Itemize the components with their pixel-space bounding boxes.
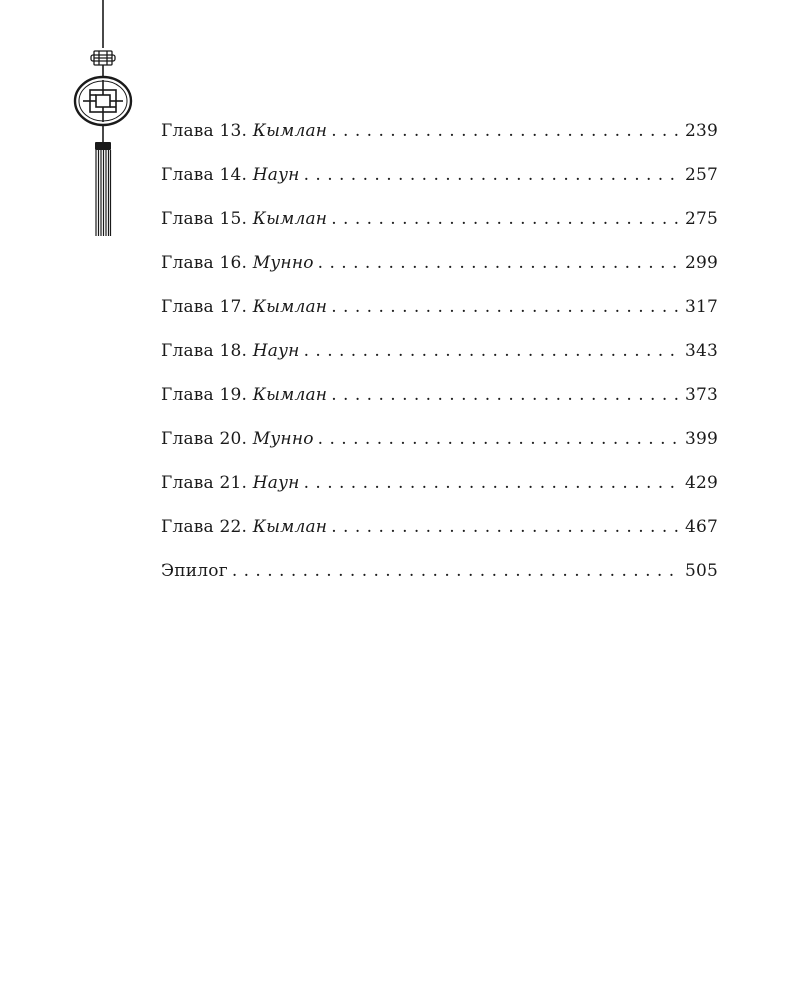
entry-title xyxy=(161,248,314,278)
dot-leader xyxy=(304,160,681,190)
entry-title xyxy=(161,160,300,190)
entry-title xyxy=(161,380,327,410)
dot-leader xyxy=(331,292,681,322)
chapter-label: Глава 16. xyxy=(161,253,248,273)
dot-leader xyxy=(304,336,681,366)
chapter-name: Наун xyxy=(252,165,300,185)
toc-entry[interactable] xyxy=(161,248,718,292)
entry-title xyxy=(161,292,327,322)
page-number: 317 xyxy=(684,297,718,317)
dot-leader xyxy=(331,512,681,542)
dot-leader xyxy=(232,556,681,586)
tassel-knot-ornament-icon xyxy=(70,0,140,240)
chapter-label: Глава 18. xyxy=(161,341,248,361)
toc-entry[interactable] xyxy=(161,468,718,512)
page-number: 467 xyxy=(684,517,718,537)
dot-leader xyxy=(304,468,681,498)
page-number: 429 xyxy=(684,473,718,493)
entry-title xyxy=(161,556,228,586)
dot-leader xyxy=(331,116,681,146)
entry-title xyxy=(161,116,327,146)
page-number: 257 xyxy=(684,165,718,185)
toc-entry[interactable] xyxy=(161,292,718,336)
toc-entry[interactable] xyxy=(161,512,718,556)
toc-entry-epilogue[interactable] xyxy=(161,556,718,600)
chapter-label: Эпилог xyxy=(161,561,228,581)
entry-title xyxy=(161,204,327,234)
chapter-name: Наун xyxy=(252,341,300,361)
chapter-name: Мунно xyxy=(252,429,314,449)
page-number: 343 xyxy=(684,341,718,361)
chapter-label: Глава 17. xyxy=(161,297,248,317)
entry-title xyxy=(161,512,327,542)
chapter-name: Кымлан xyxy=(252,517,328,537)
chapter-label: Глава 21. xyxy=(161,473,248,493)
entry-title xyxy=(161,336,300,366)
toc-entry[interactable] xyxy=(161,204,718,248)
chapter-name: Кымлан xyxy=(252,121,328,141)
page-number: 373 xyxy=(684,385,718,405)
dot-leader xyxy=(318,248,681,278)
page-number: 239 xyxy=(684,121,718,141)
entry-title xyxy=(161,468,300,498)
toc-entry[interactable] xyxy=(161,424,718,468)
page-number: 505 xyxy=(684,561,718,581)
entry-title xyxy=(161,424,314,454)
dot-leader xyxy=(318,424,681,454)
chapter-label: Глава 15. xyxy=(161,209,248,229)
page-number: 299 xyxy=(684,253,718,273)
chapter-name: Кымлан xyxy=(252,385,328,405)
chapter-label: Глава 14. xyxy=(161,165,248,185)
dot-leader xyxy=(331,380,681,410)
dot-leader xyxy=(331,204,681,234)
chapter-name: Кымлан xyxy=(252,297,328,317)
page-number: 399 xyxy=(684,429,718,449)
chapter-label: Глава 20. xyxy=(161,429,248,449)
toc-entry[interactable] xyxy=(161,336,718,380)
chapter-name: Мунно xyxy=(252,253,314,273)
chapter-name: Кымлан xyxy=(252,209,328,229)
toc-entry[interactable] xyxy=(161,116,718,160)
chapter-label: Глава 13. xyxy=(161,121,248,141)
toc-entry[interactable] xyxy=(161,380,718,424)
page-number: 275 xyxy=(684,209,718,229)
table-of-contents xyxy=(161,116,718,600)
chapter-label: Глава 19. xyxy=(161,385,248,405)
toc-entry[interactable] xyxy=(161,160,718,204)
chapter-label: Глава 22. xyxy=(161,517,248,537)
chapter-name: Наун xyxy=(252,473,300,493)
